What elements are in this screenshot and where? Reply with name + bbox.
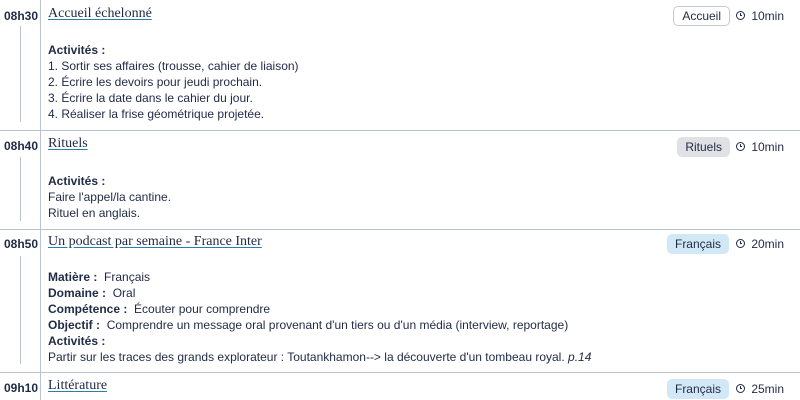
session-block [0, 131, 800, 230]
clock-icon [736, 239, 745, 248]
time-column [0, 0, 41, 130]
timeline-connector [20, 26, 21, 122]
competence-row [48, 301, 591, 317]
category-badge: Français [667, 379, 729, 399]
clock-icon [736, 11, 745, 20]
objectif-row [48, 317, 591, 333]
session-title-link[interactable]: Accueil échelonné [48, 6, 152, 21]
activity-item: 4. Réaliser la frise géométrique projetée. [48, 107, 265, 121]
matiere-value: Français [104, 270, 151, 284]
session-duration [736, 382, 784, 396]
activity-item: 1. Sortir ses affaires (trousse, cahier de liaison) [48, 59, 299, 73]
time-column [0, 131, 41, 229]
activity-text: Partir sur les traces des grands explorateur : Toutankhamon--> la découverte d'un tombeau royal. [48, 350, 565, 364]
activity-item [48, 349, 591, 365]
competence-label: Compétence : [48, 302, 128, 316]
activities-label: Activités : [48, 334, 106, 348]
time-column [0, 230, 41, 372]
category-badge: Accueil [673, 6, 730, 26]
time-column [0, 373, 41, 400]
session-content [48, 373, 800, 400]
clock-icon [736, 142, 745, 151]
page-reference: p.14 [568, 350, 592, 364]
session-duration [736, 140, 784, 154]
domaine-label: Domaine : [48, 286, 107, 300]
activity-item: Rituel en anglais. [48, 206, 141, 220]
session-details [48, 173, 171, 221]
clock-icon [736, 384, 745, 393]
session-content [48, 0, 800, 130]
category-badge: Rituels [677, 137, 730, 157]
domaine-row [48, 285, 591, 301]
session-details [48, 269, 591, 365]
session-duration [736, 9, 784, 23]
activity-item: 2. Écrire les devoirs pour jeudi prochain. [48, 75, 263, 89]
session-title-link[interactable]: Littérature [48, 378, 108, 393]
objectif-value: Comprendre un message oral provenant d'un tiers ou d'un média (interview, reportage) [106, 318, 569, 332]
session-duration [736, 237, 784, 251]
session-time: 09h10 [4, 381, 39, 395]
domaine-value: Oral [112, 286, 136, 300]
session-content [48, 131, 800, 229]
timeline-connector [20, 256, 21, 364]
duration-value: 10min [751, 140, 784, 154]
session-block [0, 373, 800, 400]
competence-value: Écouter pour comprendre [134, 302, 271, 316]
objectif-label: Objectif : [48, 318, 101, 332]
session-title-link[interactable]: Un podcast par semaine - France Inter [48, 234, 262, 249]
session-time: 08h30 [4, 9, 39, 23]
session-title-link[interactable]: Rituels [48, 136, 88, 151]
session-block [0, 230, 800, 373]
activity-item: 3. Écrire la date dans le cahier du jour. [48, 91, 253, 105]
session-time: 08h40 [4, 139, 39, 153]
activities-label: Activités : [48, 174, 106, 188]
category-badge: Français [667, 234, 729, 254]
activity-item: Faire l'appel/la cantine. [48, 190, 172, 204]
session-content [48, 230, 800, 372]
duration-value: 25min [751, 382, 784, 396]
session-time: 08h50 [4, 237, 39, 251]
activities-label: Activités : [48, 43, 106, 57]
matiere-label: Matière : [48, 270, 98, 284]
duration-value: 10min [751, 9, 784, 23]
session-block [0, 0, 800, 131]
duration-value: 20min [751, 237, 784, 251]
timeline-connector [20, 157, 21, 221]
session-details [48, 42, 299, 122]
matiere-row [48, 269, 591, 285]
